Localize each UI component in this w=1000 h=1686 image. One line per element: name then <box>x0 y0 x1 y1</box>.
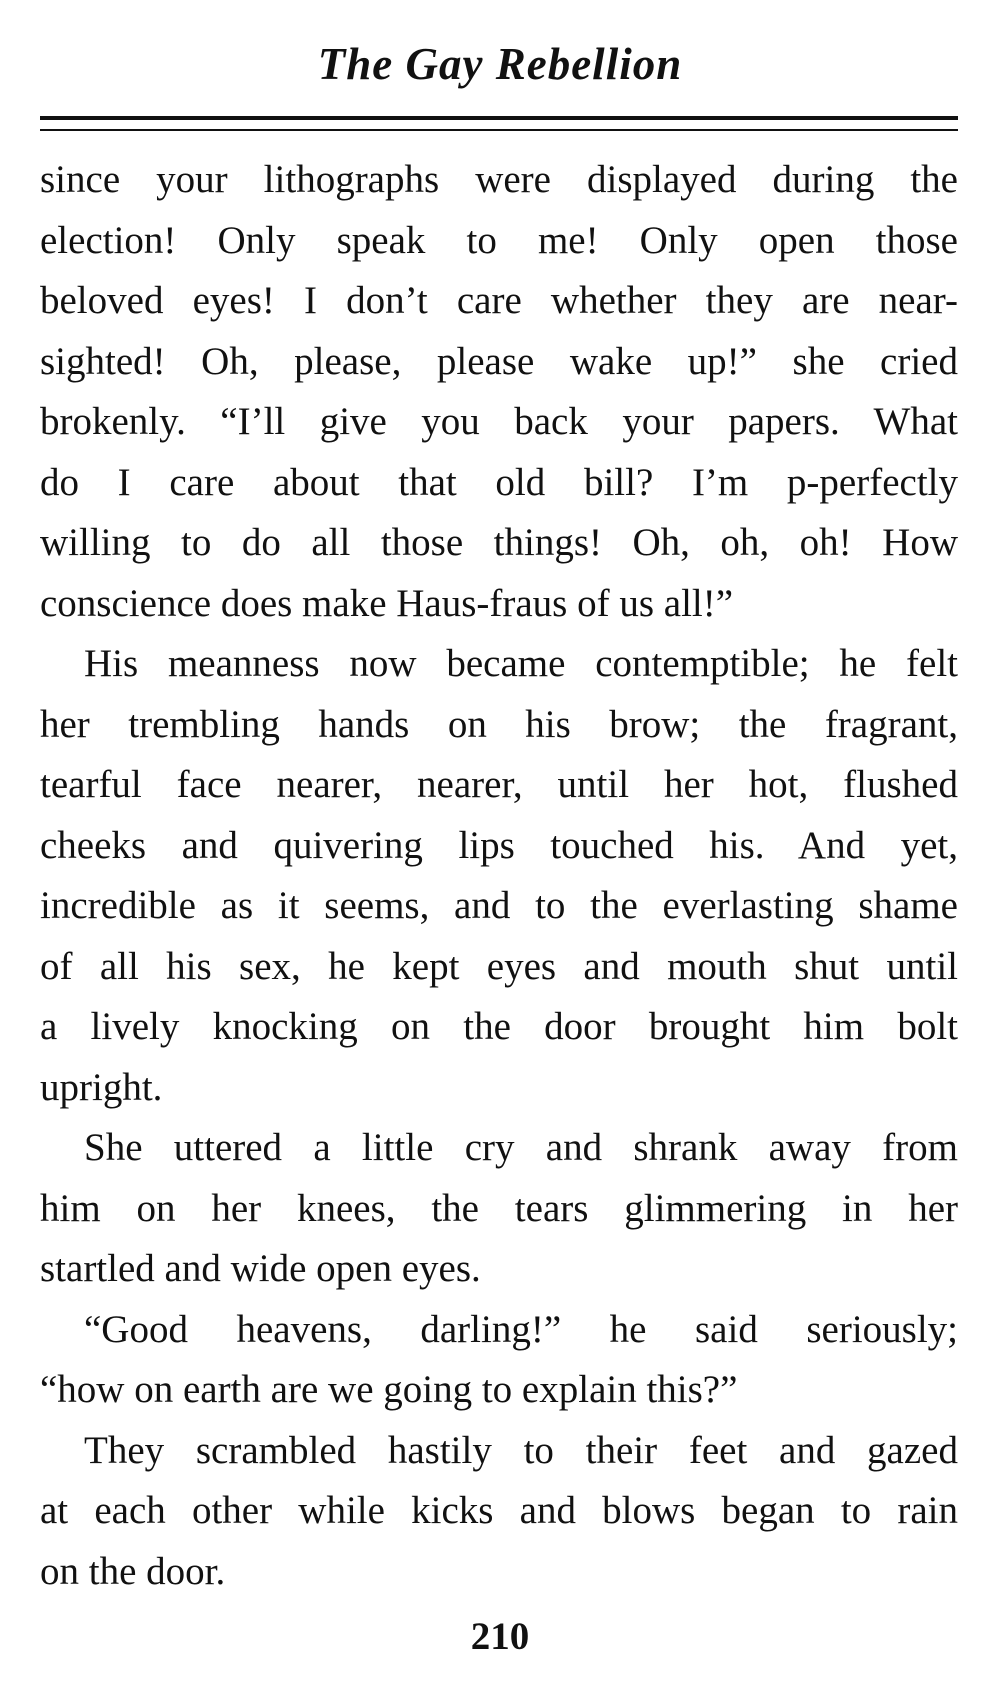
text-line: on the door. <box>40 1549 226 1593</box>
text-line: sighted! Oh, please, please wake up!” she cried <box>40 339 958 383</box>
text-line: a lively knocking on the door brought him bolt <box>40 1005 958 1048</box>
text-line: willing to do all those things! Oh, oh, oh! How <box>40 521 958 564</box>
text-line: “how on earth are we going to explain this?” <box>40 1368 738 1411</box>
text-line: her trembling hands on his brow; the fragrant, <box>40 702 958 746</box>
text-line: do I care about that old bill? I’m p-perfectly <box>40 460 958 504</box>
paragraph-first-line: She uttered a little cry and shrank away from <box>84 1126 958 1169</box>
header-rule-thick <box>40 116 958 120</box>
text-line: conscience does make Haus-fraus of us all!” <box>40 581 734 625</box>
text-line: since your lithographs were displayed during the <box>40 158 958 201</box>
running-title: The Gay Rebellion <box>317 39 683 89</box>
text-line: of all his sex, he kept eyes and mouth shut until <box>40 944 958 988</box>
paragraph-first-line: They scrambled hastily to their feet and gazed <box>84 1428 958 1472</box>
text-line: upright. <box>40 1065 163 1109</box>
paragraph-first-line: His meanness now became contemptible; he felt <box>84 642 958 685</box>
text-line: election! Only speak to me! Only open those <box>40 218 958 262</box>
text-line: incredible as it seems, and to the everlasting shame <box>40 884 958 927</box>
text-line: cheeks and quivering lips touched his. And yet, <box>40 823 958 867</box>
text-line: beloved eyes! I don’t care whether they are near- <box>40 279 958 322</box>
text-line: at each other while kicks and blows began to rain <box>40 1489 958 1532</box>
paragraph-first-line: “Good heavens, darling!” he said seriously; <box>84 1307 958 1351</box>
text-line: tearful face nearer, nearer, until her hot, flushed <box>40 763 958 806</box>
text-line: brokenly. “I’ll give you back your papers. What <box>40 400 958 443</box>
page-number: 210 <box>470 1615 530 1658</box>
text-line: him on her knees, the tears glimmering in her <box>40 1186 958 1230</box>
header-rule-thin <box>40 129 958 131</box>
text-line: startled and wide open eyes. <box>40 1247 481 1290</box>
body-text <box>40 150 958 1602</box>
